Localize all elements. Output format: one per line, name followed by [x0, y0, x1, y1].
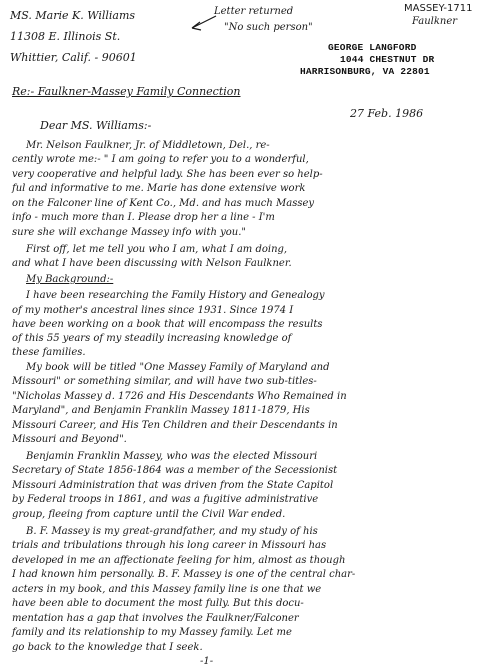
page-number: -1-: [200, 656, 214, 667]
subject-line: Re:- Faulkner-Massey Family Connection: [12, 85, 241, 98]
body-line: Maryland", and Benjamin Franklin Massey 1811-1879, His: [12, 405, 310, 416]
sender-name: GEORGE LANGFORD: [328, 42, 417, 53]
body-line: these families.: [12, 347, 86, 358]
body-line: on the Falconer line of Kent Co., Md. and has much Massey: [12, 198, 315, 209]
body-line: First off, let me tell you who I am, what I am doing,: [26, 244, 288, 255]
salutation: Dear MS. Williams:-: [40, 119, 152, 132]
body-line: cently wrote me:- " I am going to refer you to a wonderful,: [12, 154, 309, 165]
recipient-street: 11308 E. Illinois St.: [10, 30, 121, 43]
arrow-icon: [188, 14, 218, 34]
returned-note: Letter returned: [214, 6, 294, 17]
body-line: B. F. Massey is my great-grandfather, and my study of his: [26, 526, 318, 537]
body-line: "Nicholas Massey d. 1726 and His Descendants Who Remained in: [12, 391, 347, 402]
body-line: My book will be titled "One Massey Family of Maryland and: [26, 362, 330, 373]
letter-date: 27 Feb. 1986: [350, 107, 424, 120]
body-line: ful and informative to me. Marie has done extensive work: [12, 183, 306, 194]
recipient-name: MS. Marie K. Williams: [10, 9, 136, 22]
body-line: I had known him personally. B. F. Massey is one of the central char-: [12, 569, 356, 580]
body-line: have been able to document the most fully. But this docu-: [12, 598, 304, 609]
body-line: Missouri Career, and His Ten Children and their Descendants in: [12, 420, 338, 431]
file-reference: MASSEY-1711: [404, 3, 473, 14]
body-line: Benjamin Franklin Massey, who was the elected Missouri: [26, 451, 318, 462]
body-line: Mr. Nelson Faulkner, Jr. of Middletown, Del., re-: [26, 140, 270, 151]
body-line: go back to the knowledge that I seek.: [12, 642, 203, 653]
body-line: I have been researching the Family History and Genealogy: [26, 290, 325, 301]
file-reference-name: Faulkner: [412, 16, 458, 27]
body-line: group, fleeing from capture until the Civil War ended.: [12, 509, 286, 520]
body-line: family and its relationship to my Massey family. Let me: [12, 627, 292, 638]
body-line: very cooperative and helpful lady. She has been ever so help-: [12, 169, 323, 180]
body-line: have been working on a book that will encompass the results: [12, 319, 323, 330]
body-line: Missouri Administration that was driven from the State Capitol: [12, 480, 334, 491]
recipient-city: Whittier, Calif. - 90601: [10, 51, 137, 64]
body-line: info - much more than I. Please drop her a line - I'm: [12, 212, 275, 223]
sender-city: HARRISONBURG, VA 22801: [300, 66, 430, 77]
section-heading: My Background:-: [26, 274, 114, 285]
sender-street: 1044 CHESTNUT DR: [340, 54, 435, 65]
returned-note-reason: "No such person": [224, 22, 313, 33]
body-line: trials and tribulations through his long career in Missouri has: [12, 540, 327, 551]
body-line: sure she will exchange Massey info with you.": [12, 227, 246, 238]
body-line: by Federal troops in 1861, and was a fugitive administrative: [12, 494, 319, 505]
body-line: of this 55 years of my steadily increasing knowledge of: [12, 333, 292, 344]
body-line: developed in me an affectionate feeling for him, almost as though: [12, 555, 346, 566]
body-line: Missouri" or something similar, and will have two sub-titles-: [12, 376, 317, 387]
body-line: Secretary of State 1856-1864 was a member of the Secessionist: [12, 465, 338, 476]
body-line: acters in my book, and this Massey family line is one that we: [12, 584, 322, 595]
body-line: and what I have been discussing with Nelson Faulkner.: [12, 258, 292, 269]
body-line: mentation has a gap that involves the Faulkner/Falconer: [12, 613, 299, 624]
body-line: of my mother's ancestral lines since 1931. Since 1974 I: [12, 305, 294, 316]
body-line: Missouri and Beyond".: [12, 434, 127, 445]
